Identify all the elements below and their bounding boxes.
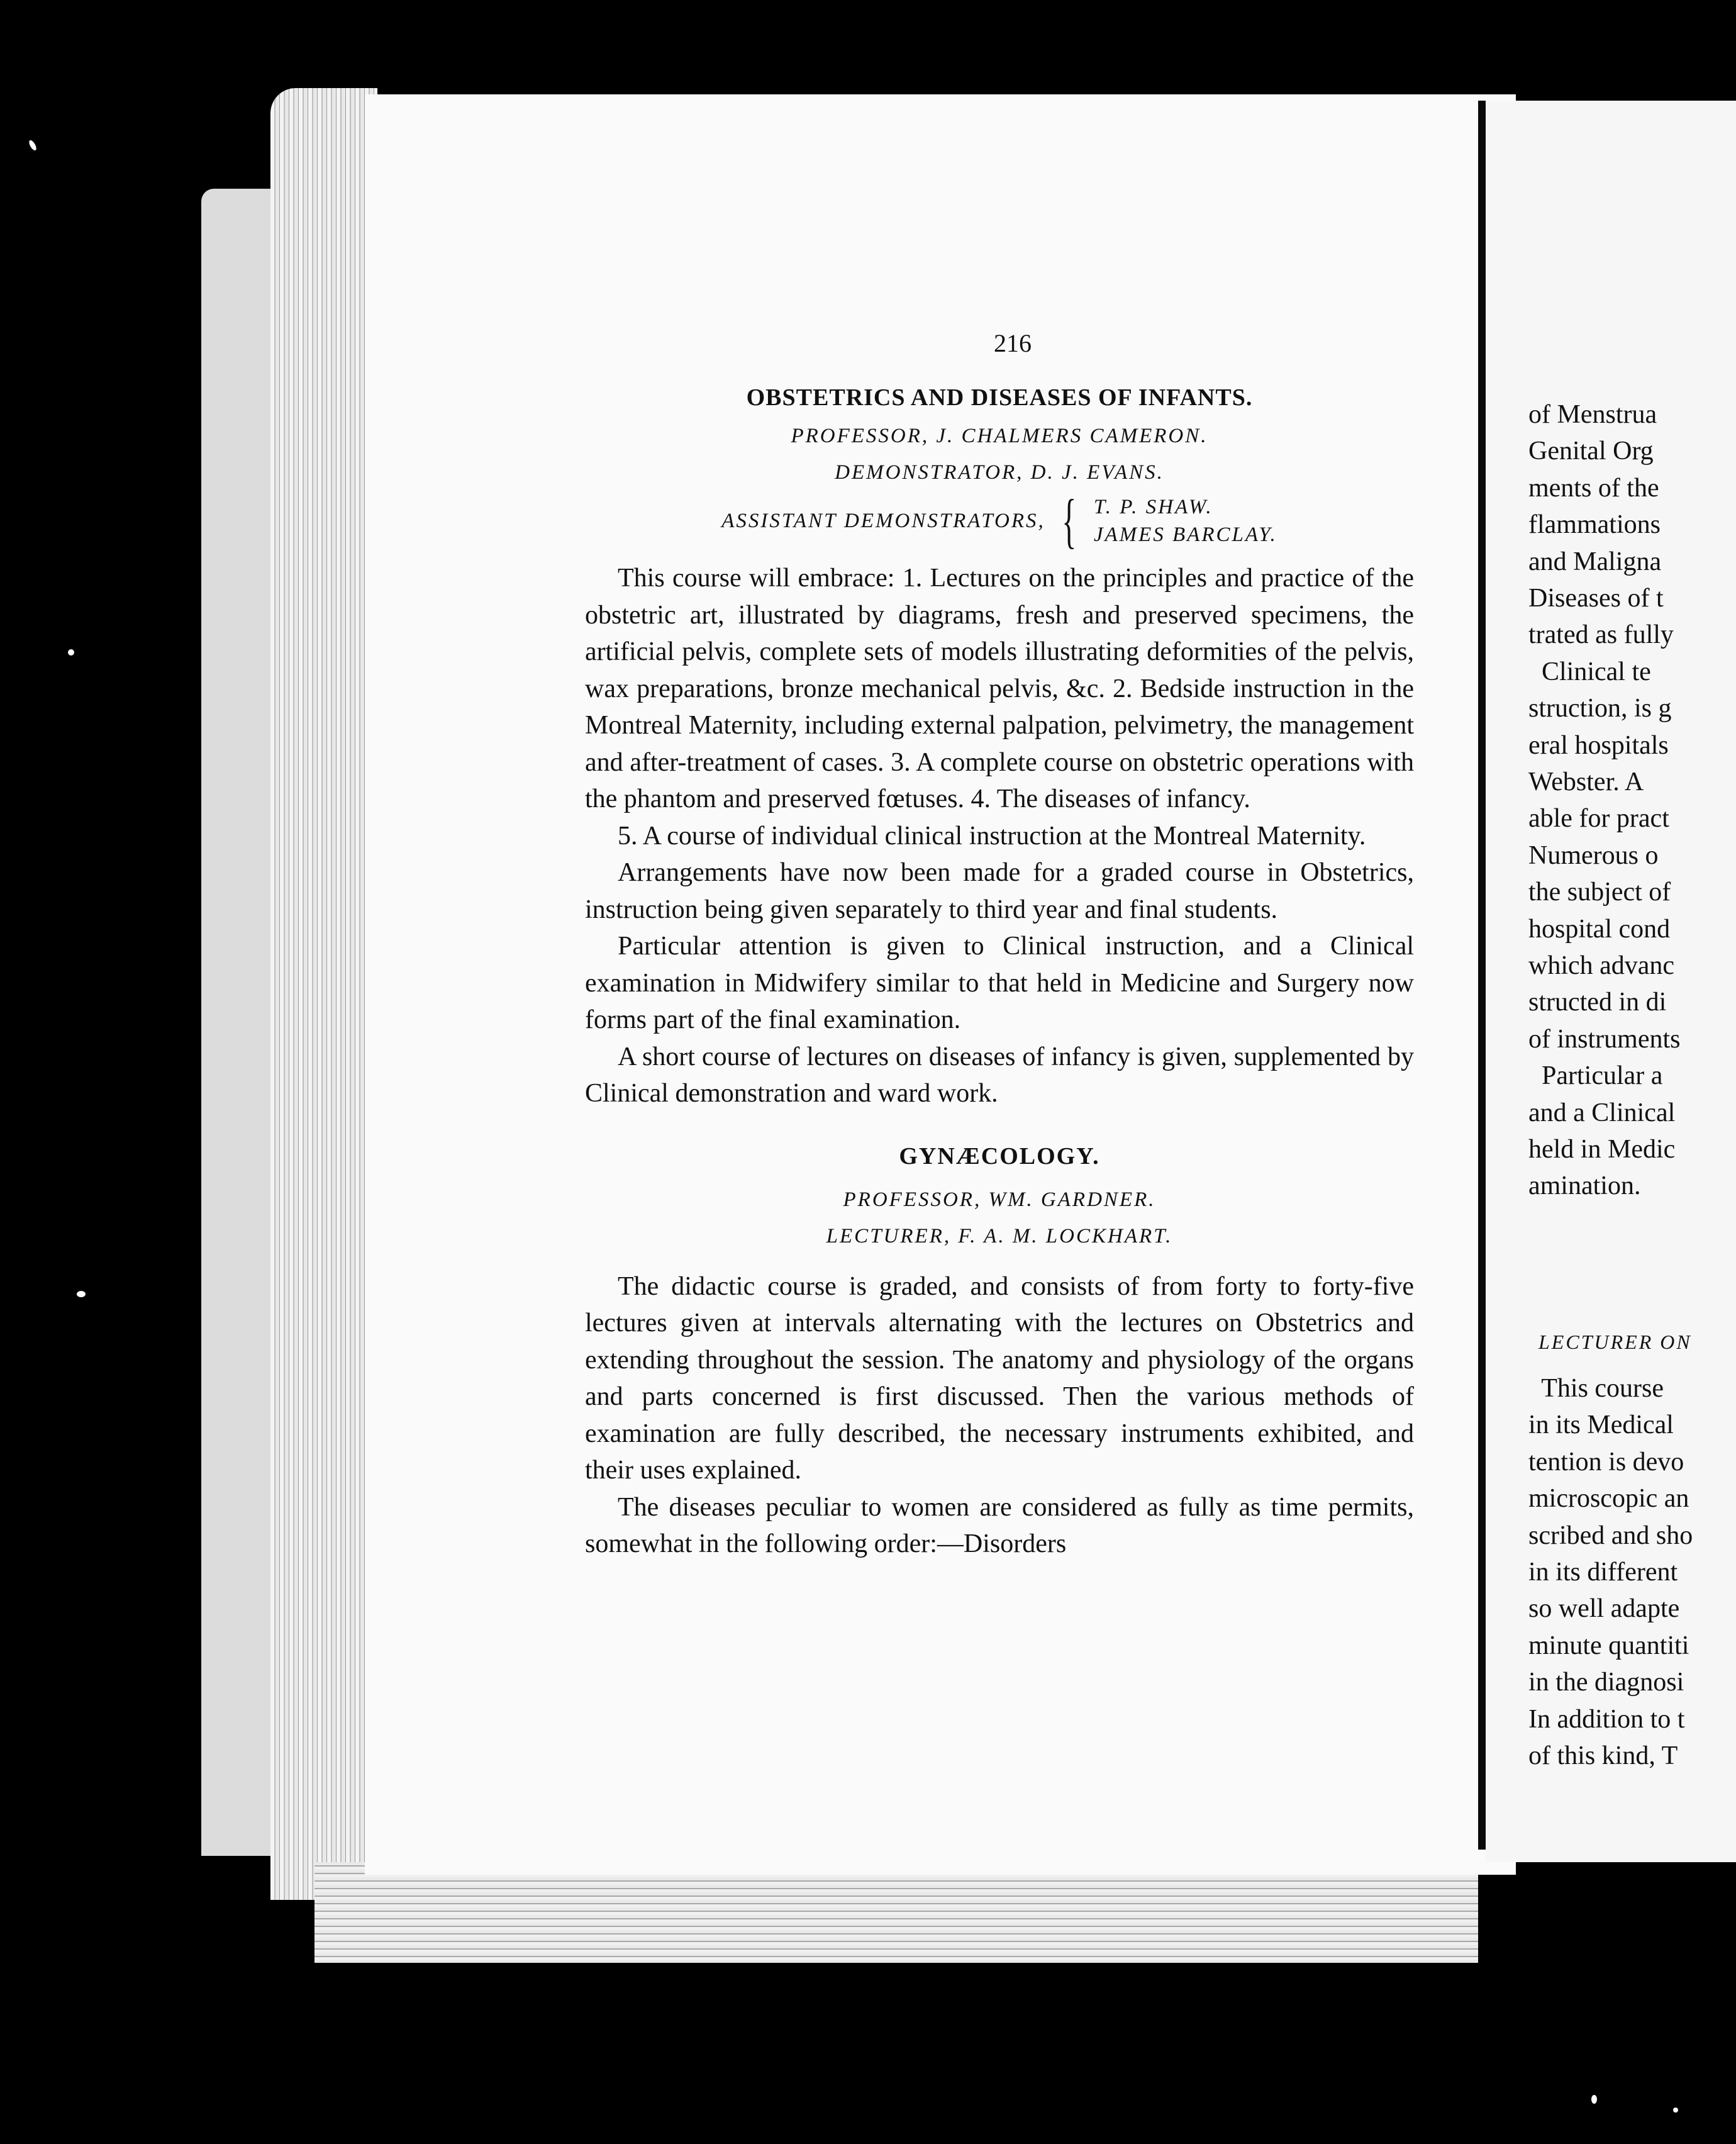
right-page-line: Numerous o bbox=[1528, 840, 1659, 870]
brace-glyph: { bbox=[1062, 487, 1077, 554]
paragraph: A short course of lectures on diseases of infancy is given, supplemented by Clinical demonstration and ward work. bbox=[585, 1042, 1414, 1108]
right-page-line: able for pract bbox=[1528, 804, 1669, 834]
right-page-line: ments of the bbox=[1528, 473, 1659, 503]
right-page-line: in its different bbox=[1528, 1558, 1678, 1587]
left-page-content bbox=[585, 384, 1414, 1563]
assistant-label: ASSISTANT DEMONSTRATORS, bbox=[721, 509, 1045, 532]
right-page-line: of Menstrua bbox=[1528, 400, 1657, 429]
right-page-line: Genital Org bbox=[1528, 437, 1654, 466]
right-page-line: in the diagnosi bbox=[1528, 1668, 1684, 1697]
right-page-line: hospital cond bbox=[1528, 914, 1671, 944]
right-page-line: structed in di bbox=[1528, 988, 1667, 1017]
right-page-line: trated as fully bbox=[1528, 620, 1674, 650]
right-page-line: minute quantiti bbox=[1528, 1631, 1689, 1660]
paragraph: Arrangements have now been made for a graded course in Obstetrics, instruction being given separately to third year and final students. bbox=[585, 858, 1414, 924]
right-page-line: eral hospitals bbox=[1528, 730, 1669, 760]
section-title-gynaecology: GYNÆCOLOGY. bbox=[899, 1142, 1100, 1170]
right-page-line: Clinical te bbox=[1528, 657, 1651, 686]
right-page-line: so well adapte bbox=[1528, 1594, 1680, 1624]
book-bottom-edge bbox=[314, 1862, 1478, 1963]
right-page-line: Webster. A bbox=[1528, 768, 1644, 796]
section-title-obstetrics: OBSTETRICS AND DISEASES OF INFANTS. bbox=[746, 384, 1253, 411]
right-page-line: and Maligna bbox=[1528, 547, 1662, 576]
right-page-line: and a Clinical bbox=[1528, 1098, 1676, 1127]
right-lecturer-line: LECTURER ON bbox=[1538, 1331, 1692, 1353]
right-page-fragment bbox=[1486, 101, 1736, 1862]
paragraph: 5. A course of individual clinical instruction at the Montreal Maternity. bbox=[618, 821, 1366, 851]
right-page-line: In addition to t bbox=[1528, 1704, 1685, 1734]
professor-line: PROFESSOR, WM. GARDNER. bbox=[843, 1188, 1156, 1211]
professor-line: PROFESSOR, J. CHALMERS CAMERON. bbox=[791, 425, 1208, 447]
page-number: 216 bbox=[994, 329, 1032, 357]
paragraph: This course will embrace: 1. Lectures on the principles and practice of the obstetric art, illustrated by diagrams, fresh and preserved specimens, the artificial pelvis, complete sets of models illustrating deformities of the pelvis, wax preparations, bronze mechanical pelvis, &c. 2. Bedside instruction in the Montreal Maternity, including external palpation, pelvimetry, the management and after-treatment of cases. 3. A complete course on obstetric operations with the phantom and preserved fœtuses. 4. The diseases of infancy. bbox=[585, 564, 1414, 813]
assistant-demonstrators bbox=[585, 487, 1414, 554]
right-page-line: flammations bbox=[1528, 510, 1661, 540]
lecturer-line: LECTURER, F. A. M. LOCKHART. bbox=[826, 1224, 1173, 1248]
right-page-line: tention is devo bbox=[1528, 1447, 1684, 1477]
right-page-line: which advanc bbox=[1528, 951, 1675, 980]
right-page-line: This course bbox=[1528, 1374, 1664, 1403]
paragraph: The didactic course is graded, and consists of from forty to forty-five lectures given at intervals alternating with the lectures on Obstetrics and extending throughout the session. The anatomy and physiology of the organs and parts concerned is first discussed. Then the various methods of examination are fully described, the necessary instruments exhibited, and their uses explained. bbox=[585, 1271, 1414, 1485]
paragraph: Particular attention is given to Clinical instruction, and a Clinical examination in Midwifery similar to that held in Medicine and Surgery now forms part of the final examination. bbox=[585, 932, 1414, 1034]
right-page-line: of instruments bbox=[1528, 1024, 1681, 1054]
assistant-names bbox=[1094, 493, 1277, 549]
assistant-name: T. P. SHAW. bbox=[1093, 496, 1213, 518]
right-page-line: struction, is g bbox=[1528, 694, 1672, 723]
right-page-line: in its Medical bbox=[1528, 1410, 1674, 1440]
right-page-line: scribed and sho bbox=[1528, 1521, 1693, 1550]
right-page-line: of this kind, T bbox=[1528, 1741, 1678, 1770]
right-page-line: the subject of bbox=[1528, 878, 1671, 907]
demonstrator-line: DEMONSTRATOR, D. J. EVANS. bbox=[835, 461, 1164, 484]
right-page-line: microscopic an bbox=[1528, 1484, 1689, 1514]
book-page-edges bbox=[270, 88, 377, 1900]
right-page-line: Particular a bbox=[1528, 1061, 1663, 1091]
right-page-line: Diseases of t bbox=[1528, 584, 1664, 613]
paragraph: The diseases peculiar to women are considered as fully as time permits, somewhat in the following order:—Disorders bbox=[585, 1492, 1414, 1558]
right-page-line: held in Medic bbox=[1528, 1135, 1676, 1164]
book-spine-gutter bbox=[1478, 101, 1486, 1850]
assistant-name: JAMES BARCLAY. bbox=[1093, 523, 1277, 546]
right-page-line: amination. bbox=[1528, 1171, 1641, 1201]
